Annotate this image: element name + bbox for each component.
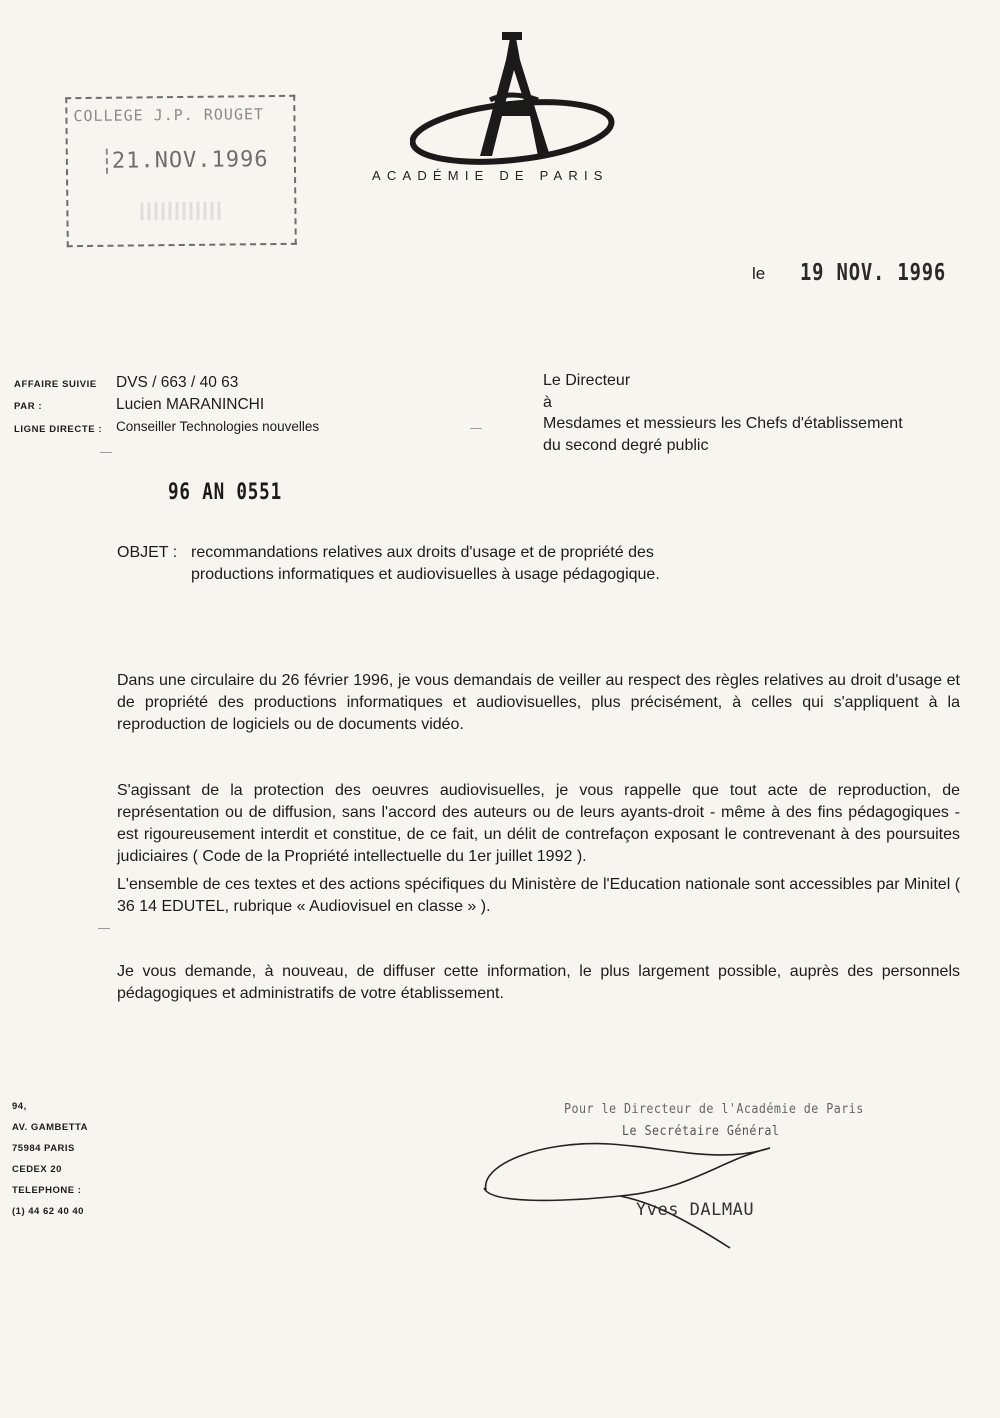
subject-line-2: productions informatiques et audiovisuelles à usage pédagogique. bbox=[191, 566, 660, 583]
body-paragraph: L'ensemble de ces textes et des actions spécifiques du Ministère de l'Education nationale sont accessibles par Minitel ( 36 14 EDUTEL, rubrique « Audiovisuel en classe » ). bbox=[117, 876, 961, 915]
signature-on-behalf: Pour le Directeur de l'Académie de Paris bbox=[564, 1102, 864, 1117]
body-paragraph: Dans une circulaire du 26 février 1996, je vous demandais de veiller au respect des règles relatives au droit d'usage et de propriété des productions informatiques et audiovisuelles, plus précisément, à celles qui s'appliquent à la reproduction de logiciels ou de documents vidéo. bbox=[117, 672, 960, 733]
institution-name: ACADÉMIE DE PARIS bbox=[372, 168, 609, 183]
letter-date: 19 NOV. 1996 bbox=[800, 260, 947, 286]
recipient-line: Le Directeur bbox=[543, 372, 631, 389]
address-line: 75984 PARIS bbox=[12, 1143, 75, 1154]
subject-label: OBJET : bbox=[117, 544, 178, 561]
date-prefix: le bbox=[752, 264, 766, 283]
scan-speck bbox=[98, 928, 110, 929]
body-paragraph: S'agissant de la protection des oeuvres audiovisuelles, je vous rappelle que tout acte de reproduction, de représentation ou de diffusion, sans l'accord des auteurs ou de leurs ayants-droit - même à des fins pédagogiques - est rigoureusement interdit et constitue, de ce fait, un délit de contrefaçon exposant le contrevenant à des poursuites judiciaires ( Code de la Propriété intellectuelle du 1er juillet 1992 ). bbox=[117, 782, 960, 865]
label-ligne-directe: LIGNE DIRECTE : bbox=[14, 424, 103, 435]
address-line: (1) 44 62 40 40 bbox=[12, 1206, 84, 1217]
academie-logo-icon bbox=[410, 30, 625, 170]
sender-reference: DVS / 663 / 40 63 bbox=[116, 374, 239, 391]
address-block bbox=[12, 1096, 88, 1222]
recipient-line: Mesdames et messieurs les Chefs d'établissement bbox=[543, 415, 903, 432]
document-reference: 96 AN 0551 bbox=[168, 480, 282, 505]
sender-title: Conseiller Technologies nouvelles bbox=[116, 419, 320, 434]
address-line: TELEPHONE : bbox=[12, 1185, 82, 1196]
subject-block bbox=[117, 542, 660, 586]
scan-speck bbox=[100, 452, 112, 453]
stamp-college-name: COLLEGE J.P. ROUGET bbox=[73, 105, 265, 126]
stamp-smudge bbox=[140, 202, 220, 221]
recipient-block bbox=[543, 370, 903, 456]
scan-speck bbox=[470, 428, 482, 429]
recipient-line: à bbox=[543, 393, 552, 411]
subject-line-1: recommandations relatives aux droits d'usage et de propriété des bbox=[191, 544, 654, 561]
recipient-line: du second degré public bbox=[543, 436, 709, 454]
sender-name: Lucien MARANINCHI bbox=[116, 396, 265, 413]
signature-role: Le Secrétaire Général bbox=[622, 1124, 780, 1139]
label-par: PAR : bbox=[14, 401, 43, 412]
received-stamp bbox=[65, 95, 297, 247]
address-line: CEDEX 20 bbox=[12, 1164, 62, 1175]
address-line: 94, bbox=[12, 1101, 27, 1112]
signatory-name: Yves DALMAU bbox=[636, 1200, 755, 1220]
stamp-date: 21.NOV.1996 bbox=[106, 147, 269, 174]
body-paragraph: Je vous demande, à nouveau, de diffuser cette information, le plus largement possible, auprès des personnels pédagogiques et administratifs de votre établissement. bbox=[117, 963, 960, 1002]
label-affaire-suivie: AFFAIRE SUIVIE bbox=[14, 379, 97, 390]
address-line: AV. GAMBETTA bbox=[12, 1122, 89, 1133]
